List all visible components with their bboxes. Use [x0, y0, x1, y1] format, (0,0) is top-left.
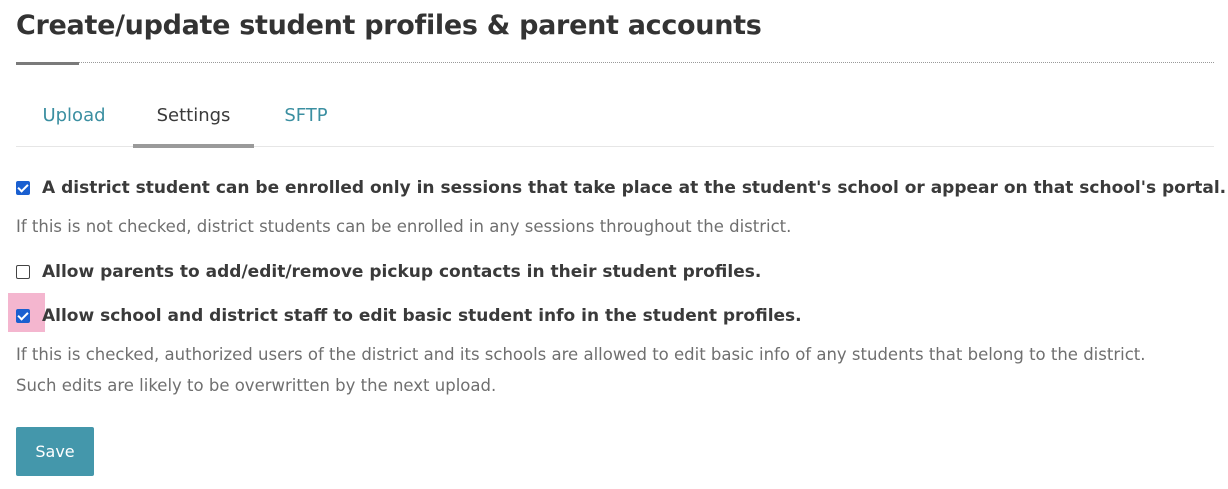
save-button[interactable]: Save — [16, 427, 94, 476]
staff-edit-checkbox[interactable] — [16, 309, 30, 323]
option-session-enrollment-restriction[interactable] — [16, 178, 1226, 198]
option-staff-edit-student-info[interactable] — [16, 306, 802, 326]
tab-upload[interactable]: Upload — [42, 105, 106, 126]
option-label: A district student can be enrolled only in sessions that take place at the student's school or appear on that school's portal. — [42, 178, 1227, 198]
tab-settings[interactable]: Settings — [133, 92, 254, 147]
option-parent-pickup-contacts[interactable] — [16, 262, 761, 282]
option-help-text — [16, 339, 1146, 401]
option-label: Allow parents to add/edit/remove pickup contacts in their student profiles. — [42, 262, 762, 282]
title-divider-accent — [16, 62, 79, 65]
page-title: Create/update student profiles & parent accounts — [16, 10, 762, 41]
tab-sftp[interactable]: SFTP — [284, 105, 328, 126]
tab-bar — [16, 92, 1214, 147]
session-restriction-checkbox[interactable] — [16, 181, 30, 195]
option-help-text: If this is not checked, district students can be enrolled in any sessions throughout the district. — [16, 217, 792, 236]
help-line: Such edits are likely to be overwritten by the next upload. — [16, 376, 497, 395]
help-line: If this is checked, authorized users of the district and its schools are allowed to edit basic info of any students that belong to the district. — [16, 345, 1146, 364]
title-divider — [16, 62, 1214, 63]
option-label: Allow school and district staff to edit basic student info in the student profiles. — [42, 306, 802, 326]
pickup-contacts-checkbox[interactable] — [16, 265, 30, 279]
